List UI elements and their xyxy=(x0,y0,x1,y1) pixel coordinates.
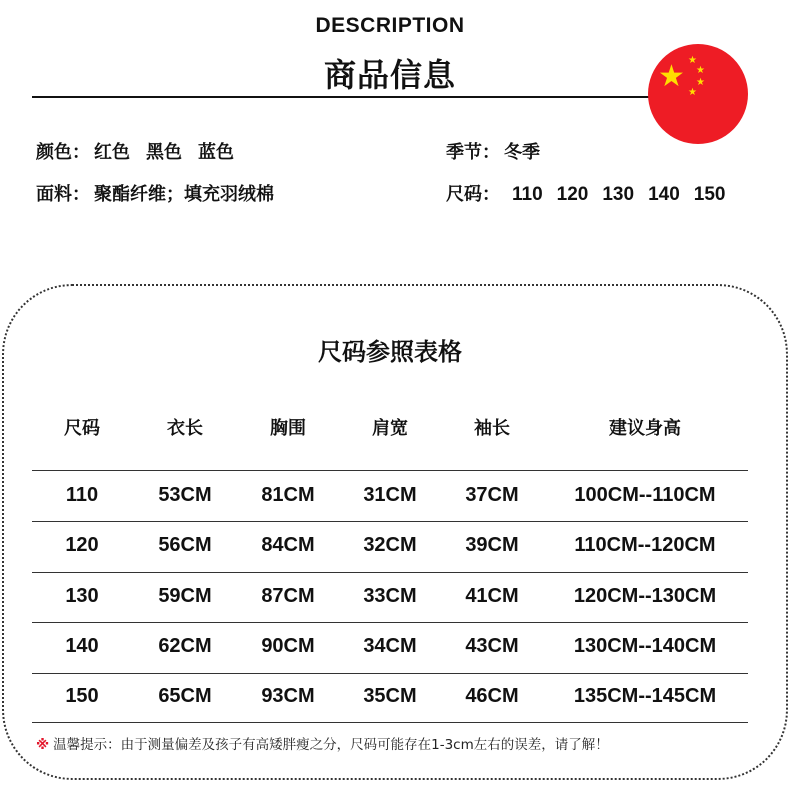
table-cell: 130 xyxy=(65,585,99,607)
table-cell: 35CM xyxy=(363,685,417,707)
size-chart-title: 尺码参照表格 xyxy=(318,338,462,366)
table-row xyxy=(0,623,800,673)
table-cell: 87CM xyxy=(261,585,315,607)
table-cell: 59CM xyxy=(158,585,212,607)
note-text: 温馨提示：由于测量偏差及孩子有高矮胖瘦之分，尺码可能存在1-3cm左右的误差，请了解！ xyxy=(53,737,609,753)
table-cell: 65CM xyxy=(158,685,212,707)
table-cell: 31CM xyxy=(363,484,417,506)
column-header: 胸围 xyxy=(270,418,306,439)
table-cell: 110 xyxy=(65,484,99,506)
table-cell: 37CM xyxy=(465,484,519,506)
table-cell: 46CM xyxy=(465,685,519,707)
table-divider xyxy=(32,722,748,723)
table-cell: 130CM--140CM xyxy=(573,635,717,657)
description-heading: DESCRIPTION xyxy=(315,14,465,37)
header-divider xyxy=(32,96,732,98)
column-header: 尺码 xyxy=(64,418,100,439)
season-value: 冬季 xyxy=(504,142,540,163)
season-label: 季节： xyxy=(446,142,500,163)
size-option: 140 xyxy=(648,184,680,205)
column-header: 衣长 xyxy=(167,418,203,439)
material-label: 面料： xyxy=(36,184,90,205)
table-cell: 110CM--120CM xyxy=(574,534,716,556)
table-row xyxy=(0,522,800,572)
table-row xyxy=(0,472,800,522)
table-cell: 33CM xyxy=(363,585,417,607)
table-cell: 90CM xyxy=(261,635,315,657)
table-cell: 140 xyxy=(65,635,99,657)
table-cell: 34CM xyxy=(363,635,417,657)
table-cell: 120 xyxy=(65,534,99,556)
table-cell: 56CM xyxy=(158,534,212,556)
table-cell: 84CM xyxy=(261,534,315,556)
color-option: 黑色 xyxy=(146,142,182,163)
column-header: 建议身高 xyxy=(609,418,681,439)
table-cell: 62CM xyxy=(158,635,212,657)
color-option: 红色 xyxy=(94,142,130,163)
table-cell: 39CM xyxy=(465,534,519,556)
material-info xyxy=(36,180,290,206)
size-option: 110 xyxy=(512,184,543,205)
table-divider xyxy=(32,470,748,471)
size-info xyxy=(446,180,739,206)
product-info-heading: 商品信息 xyxy=(323,56,456,94)
size-option: 130 xyxy=(602,184,635,205)
table-cell: 150 xyxy=(65,685,99,707)
table-cell: 41CM xyxy=(465,585,519,607)
size-option: 150 xyxy=(693,184,726,205)
column-header: 袖长 xyxy=(474,418,510,439)
table-cell: 32CM xyxy=(363,534,417,556)
size-label: 尺码： xyxy=(446,184,500,205)
size-option: 120 xyxy=(556,184,589,205)
material-value: 聚酯纤维；填充羽绒棉 xyxy=(94,184,274,205)
table-cell: 135CM--145CM xyxy=(573,685,717,707)
table-cell: 93CM xyxy=(261,685,315,707)
table-cell: 81CM xyxy=(261,484,315,506)
table-row xyxy=(0,673,800,723)
size-note xyxy=(36,733,609,753)
table-cell: 53CM xyxy=(158,484,212,506)
table-row xyxy=(0,573,800,623)
color-label: 颜色： xyxy=(36,142,90,163)
color-info xyxy=(36,138,250,164)
season-info xyxy=(446,138,556,164)
china-flag-icon: ★ ★ ★ ★ ★ xyxy=(648,44,748,144)
table-cell: 100CM--110CM xyxy=(574,484,716,506)
table-cell: 43CM xyxy=(465,635,519,657)
reference-mark-icon: ※ xyxy=(36,737,50,753)
color-option: 蓝色 xyxy=(198,142,234,163)
table-cell: 120CM--130CM xyxy=(573,585,717,607)
column-header: 肩宽 xyxy=(372,418,408,439)
